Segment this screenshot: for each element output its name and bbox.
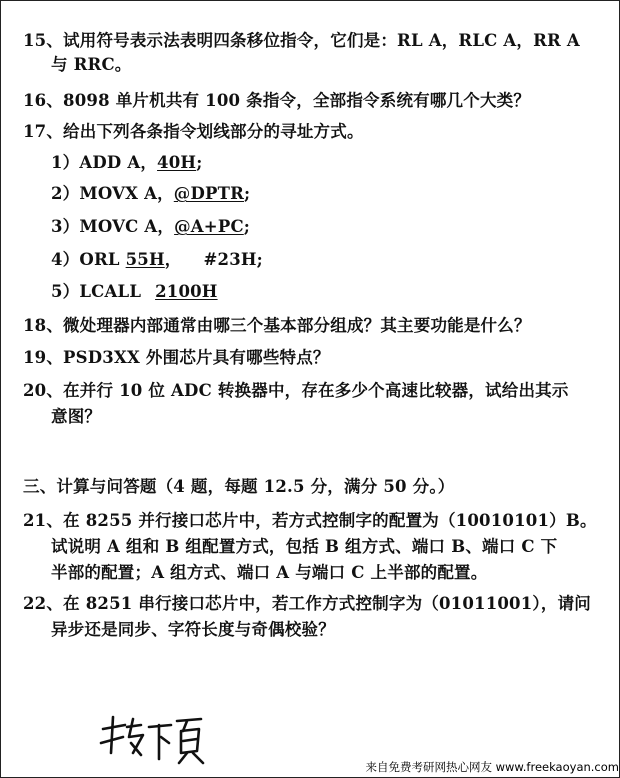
q18: 18、微处理器内部通常由哪三个基本部分组成？其主要功能是什么？ bbox=[23, 316, 531, 335]
q17-item-3-operand: @A+PC bbox=[174, 217, 244, 236]
q17-item-5 bbox=[51, 282, 218, 302]
q22-line1: 22、在 8251 串行接口芯片中，若工作方式控制字为（01011001），请问 bbox=[23, 594, 591, 613]
q17-item-2 bbox=[51, 184, 250, 204]
q17-item-4-suffix: ， bbox=[164, 250, 182, 269]
q20-line2: 意图？ bbox=[51, 407, 102, 426]
q19: 19、PSD3XX 外围芯片具有哪些特点？ bbox=[23, 348, 330, 367]
handwritten-note-continued bbox=[97, 713, 207, 769]
q15-line2: 与 RRC。 bbox=[51, 55, 132, 74]
q17-item-1-prefix: 1）ADD A， bbox=[51, 153, 158, 172]
q17-item-2-prefix: 2）MOVX A， bbox=[51, 184, 174, 203]
q21-line3: 半部的配置；A 组方式、端口 A 与端口 C 上半部的配置。 bbox=[51, 563, 488, 582]
q17-item-2-suffix: ; bbox=[244, 184, 251, 203]
q16: 16、8098 单片机共有 100 条指令，全部指令系统有哪几个大类？ bbox=[23, 91, 531, 110]
q17-item-2-operand: @DPTR bbox=[173, 184, 244, 203]
q15-line1: 15、试用符号表示法表明四条移位指令，它们是：RL A，RLC A，RR A bbox=[23, 31, 580, 50]
q20-line1: 20、在并行 10 位 ADC 转换器中，存在多少个高速比较器，试给出其示 bbox=[23, 381, 569, 400]
q21-line2: 试说明 A 组和 B 组配置方式，包括 B 组方式、端口 B、端口 C 下 bbox=[51, 537, 558, 556]
q22-line2: 异步还是同步、字符长度与奇偶校验？ bbox=[51, 620, 335, 639]
q21-line1: 21、在 8255 并行接口芯片中，若方式控制字的配置为（10010101）B。 bbox=[23, 511, 597, 530]
q17-item-5-prefix: 5）LCALL bbox=[51, 282, 148, 301]
q17-item-1 bbox=[51, 153, 203, 173]
q17-item-1-suffix: ; bbox=[196, 153, 203, 172]
q17-item-3-prefix: 3）MOVC A， bbox=[51, 217, 175, 236]
q17-item-3-suffix: ; bbox=[243, 217, 251, 236]
q17-stem: 17、给出下列各条指令划线部分的寻址方式。 bbox=[23, 122, 364, 141]
q17-item-4 bbox=[51, 250, 263, 270]
q17-item-3 bbox=[51, 217, 250, 237]
section3-heading: 三、计算与问答题（4 题，每题 12.5 分，满分 50 分。） bbox=[23, 477, 455, 496]
q17-item-4-extra: #23H; bbox=[203, 250, 263, 269]
q17-item-5-operand: 2100H bbox=[155, 282, 218, 301]
q17-item-4-prefix: 4）ORL bbox=[51, 250, 126, 269]
q17-item-4-operand: 55H bbox=[125, 250, 165, 269]
source-watermark: 来自免费考研网热心网友 www.freekaoyan.com bbox=[341, 758, 619, 777]
q17-item-1-operand: 40H bbox=[157, 153, 197, 172]
